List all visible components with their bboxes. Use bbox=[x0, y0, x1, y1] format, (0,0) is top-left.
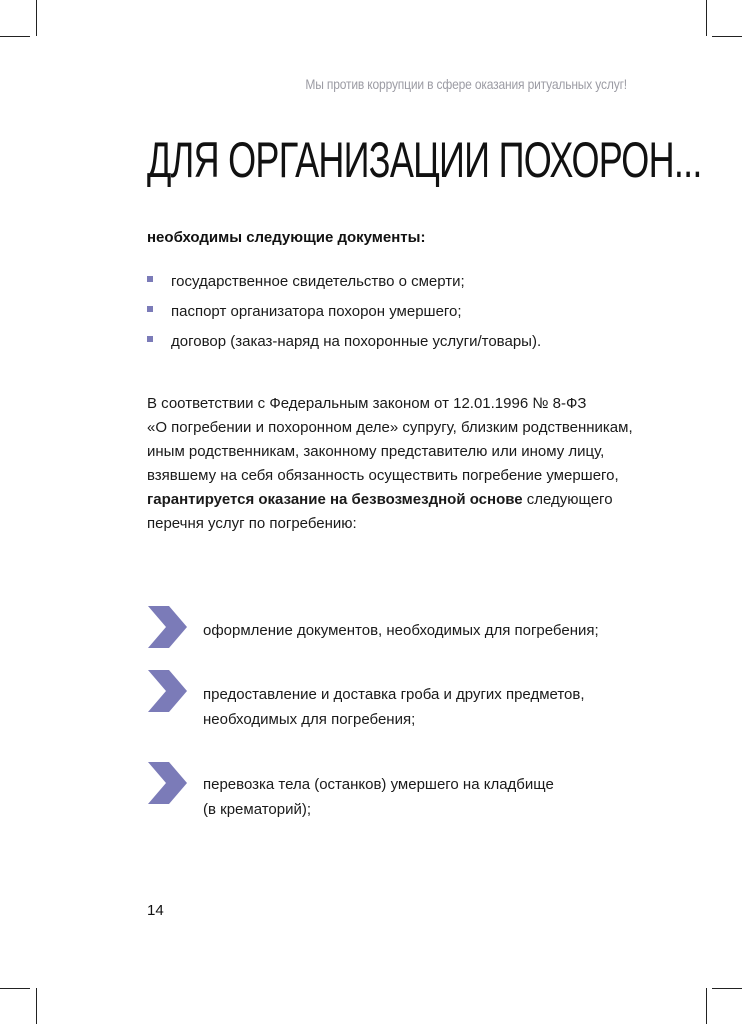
paragraph-line: перечня услуг по погребению: bbox=[147, 515, 357, 532]
service-text bbox=[203, 682, 663, 732]
square-bullet-icon bbox=[147, 276, 153, 282]
documents-heading: необходимы следующие документы: bbox=[147, 229, 426, 246]
paragraph-line: «О погребении и похоронном деле» супругу, близким родственникам, bbox=[147, 419, 633, 436]
chevron-right-icon bbox=[145, 606, 187, 648]
law-paragraph bbox=[147, 392, 667, 536]
documents-list bbox=[147, 266, 541, 356]
page-title: ДЛЯ ОРГАНИЗАЦИИ ПОХОРОН... bbox=[147, 132, 702, 188]
document-item-text: договор (заказ-наряд на похоронные услуги/товары). bbox=[171, 332, 542, 350]
paragraph-bold-text: гарантируется оказание на безвозмездной основе bbox=[147, 491, 523, 508]
service-line: перевозка тела (останков) умершего на кладбище bbox=[203, 776, 554, 793]
service-line: (в крематорий); bbox=[203, 801, 312, 818]
crop-mark-top-right-h bbox=[712, 36, 742, 37]
page-header-tagline: Мы против коррупции в сфере оказания ритуальных услуг! bbox=[305, 76, 627, 92]
crop-mark-top-left-v bbox=[36, 0, 37, 36]
page-number: 14 bbox=[147, 902, 164, 919]
square-bullet-icon bbox=[147, 306, 153, 312]
paragraph-line: следующего bbox=[522, 491, 613, 508]
crop-mark-bottom-left-v bbox=[36, 988, 37, 1024]
service-line: необходимых для погребения; bbox=[203, 711, 416, 728]
paragraph-line: взявшему на себя обязанность осуществить погребение умершего, bbox=[147, 467, 619, 484]
list-item bbox=[147, 326, 541, 356]
list-item bbox=[147, 266, 541, 296]
document-item-text: паспорт организатора похорон умершего; bbox=[171, 302, 462, 320]
document-item-text: государственное свидетельство о смерти; bbox=[171, 272, 465, 290]
square-bullet-icon bbox=[147, 336, 153, 342]
chevron-right-icon bbox=[145, 762, 187, 804]
service-line: предоставление и доставка гроба и других предметов, bbox=[203, 686, 585, 703]
service-text bbox=[203, 618, 663, 643]
list-item bbox=[147, 296, 541, 326]
crop-mark-bottom-left-h bbox=[0, 988, 30, 989]
service-line: оформление документов, необходимых для погребения; bbox=[203, 622, 599, 639]
service-text bbox=[203, 772, 663, 822]
crop-mark-top-left-h bbox=[0, 36, 30, 37]
crop-mark-bottom-right-v bbox=[706, 988, 707, 1024]
paragraph-line: В соответствии с Федеральным законом от 12.01.1996 № 8-ФЗ bbox=[147, 395, 587, 412]
crop-mark-top-right-v bbox=[706, 0, 707, 36]
chevron-right-icon bbox=[145, 670, 187, 712]
paragraph-line: иным родственникам, законному представителю или иному лицу, bbox=[147, 443, 605, 460]
crop-mark-bottom-right-h bbox=[712, 988, 742, 989]
